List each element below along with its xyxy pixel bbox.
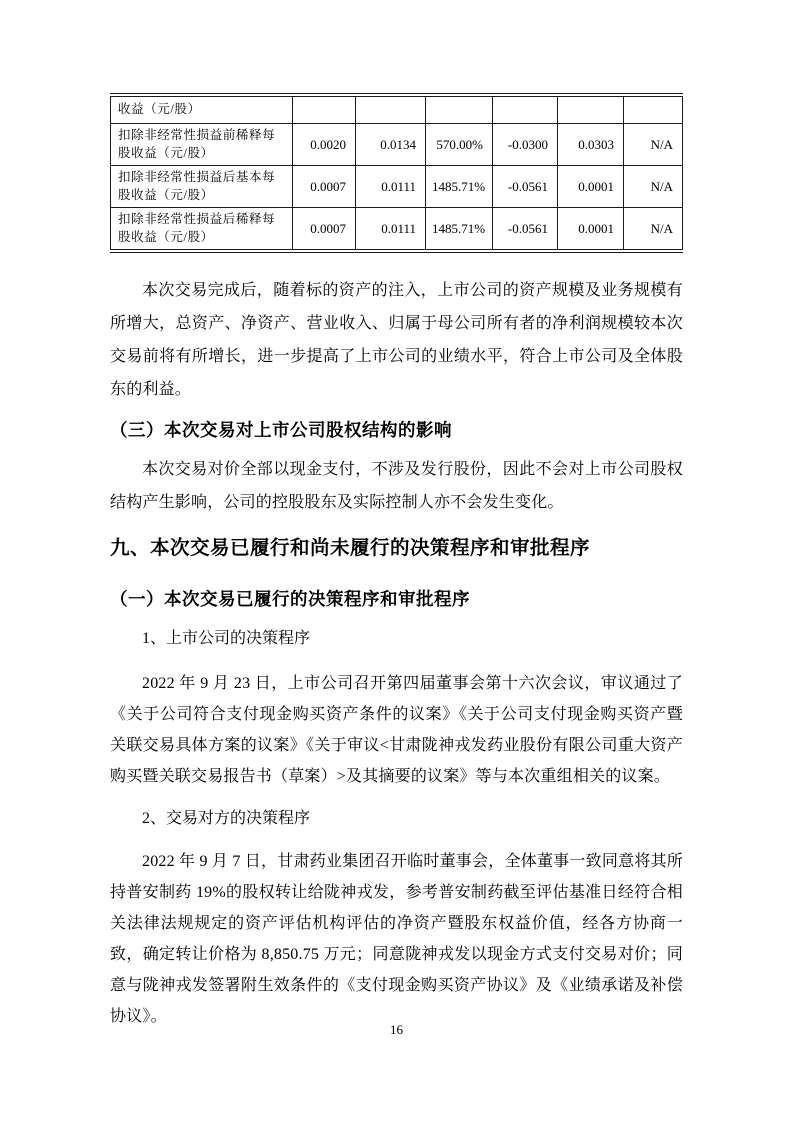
table-cell-value: 0.0001 [558, 208, 624, 252]
page-number: 16 [390, 1022, 403, 1037]
subitem-counterparty-procedure: 2、交易对方的决策程序 [142, 810, 311, 827]
table-cell-value: 0.0134 [356, 124, 426, 166]
table-cell-value: N/A [624, 124, 683, 166]
page-content [110, 93, 683, 1032]
table-cell-value [558, 95, 624, 124]
heading-section3-equity-structure: （三）本次交易对上市公司股权结构的影响 [110, 420, 452, 440]
subitem-listed-company-procedure: 1、上市公司的决策程序 [142, 630, 311, 647]
paragraph-board-meeting-sept23: 2022 年 9 月 23 日，上市公司召开第四届董事会第十六次会议，审议通过了《关于公司符合支付现金购买资产条件的议案》《关于公司支付现金购买资产暨关联交易具体方案的议案》《关于审议<甘肃陇神戎发药业股份有限公司重大资产购买暨关联交易报告书（草案）>及其摘要的议案》等与本次重组相关的议案。 [110, 675, 683, 785]
table-row [111, 208, 683, 252]
table-row [111, 166, 683, 208]
table-cell-value: -0.0561 [493, 208, 558, 252]
table-cell-label: 收益（元/股） [111, 95, 293, 124]
table-cell-label: 扣除非经常性损益后基本每股收益（元/股） [111, 166, 293, 208]
table-cell-value: 570.00% [426, 124, 493, 166]
table-cell-value [356, 95, 426, 124]
table-cell-value: 0.0303 [558, 124, 624, 166]
table-cell-value: 0.0007 [293, 208, 356, 252]
table-cell-value [426, 95, 493, 124]
table-cell-value [624, 95, 683, 124]
table-cell-value: 1485.71% [426, 208, 493, 252]
table-cell-value: -0.0300 [493, 124, 558, 166]
table-cell-value [293, 95, 356, 124]
table-cell-value: 0.0111 [356, 166, 426, 208]
eps-comparison-table [110, 93, 683, 253]
table-cell-value [493, 95, 558, 124]
heading-chapter9-decision-procedures: 九、本次交易已履行和尚未履行的决策程序和审批程序 [110, 537, 591, 559]
paragraph-cash-payment-no-share-issue: 本次交易对价全部以现金支付，不涉及发行股份，因此不会对上市公司股权结构产生影响，公司的控股股东及实际控制人亦不会发生变化。 [110, 461, 683, 511]
table-cell-value: 1485.71% [426, 166, 493, 208]
table-cell-label: 扣除非经常性损益前稀释每股收益（元/股） [111, 124, 293, 166]
paragraph-counterparty-board-sept7: 2022 年 9 月 7 日，甘肃药业集团召开临时董事会，全体董事一致同意将其所持普安制药 19%的股权转让给陇神戎发，参考普安制药截至评估基准日经符合相关法律法规规定的资产评估机构评估的净资产暨股东权益价值，经各方协商一致，确定转让价格为 8,850.75 万元；同意陇神戎发以现金方式支付交易对价；同意与陇神戎发签署附生效条件的《支付现金购买资产协议》及《业绩承诺及补偿协议》。 [110, 853, 683, 1025]
table-cell-label: 扣除非经常性损益后稀释每股收益（元/股） [111, 208, 293, 252]
table-cell-value: 0.0001 [558, 166, 624, 208]
table-cell-value: N/A [624, 166, 683, 208]
table-cell-value: 0.0020 [293, 124, 356, 166]
paragraph-transaction-completion-effect: 本次交易完成后，随着标的资产的注入，上市公司的资产规模及业务规模有所增大，总资产、净资产、营业收入、归属于母公司所有者的净利润规模较本次交易前将有所增长，进一步提高了上市公司的业绩水平，符合上市公司及全体股东的利益。 [110, 282, 683, 398]
table-cell-value: -0.0561 [493, 166, 558, 208]
table-cell-value: N/A [624, 208, 683, 252]
heading-section1-completed-procedures: （一）本次交易已履行的决策程序和审批程序 [110, 589, 470, 609]
table-cell-value: 0.0007 [293, 166, 356, 208]
table-row [111, 124, 683, 166]
table-cell-value: 0.0111 [356, 208, 426, 252]
table-row [111, 95, 683, 124]
